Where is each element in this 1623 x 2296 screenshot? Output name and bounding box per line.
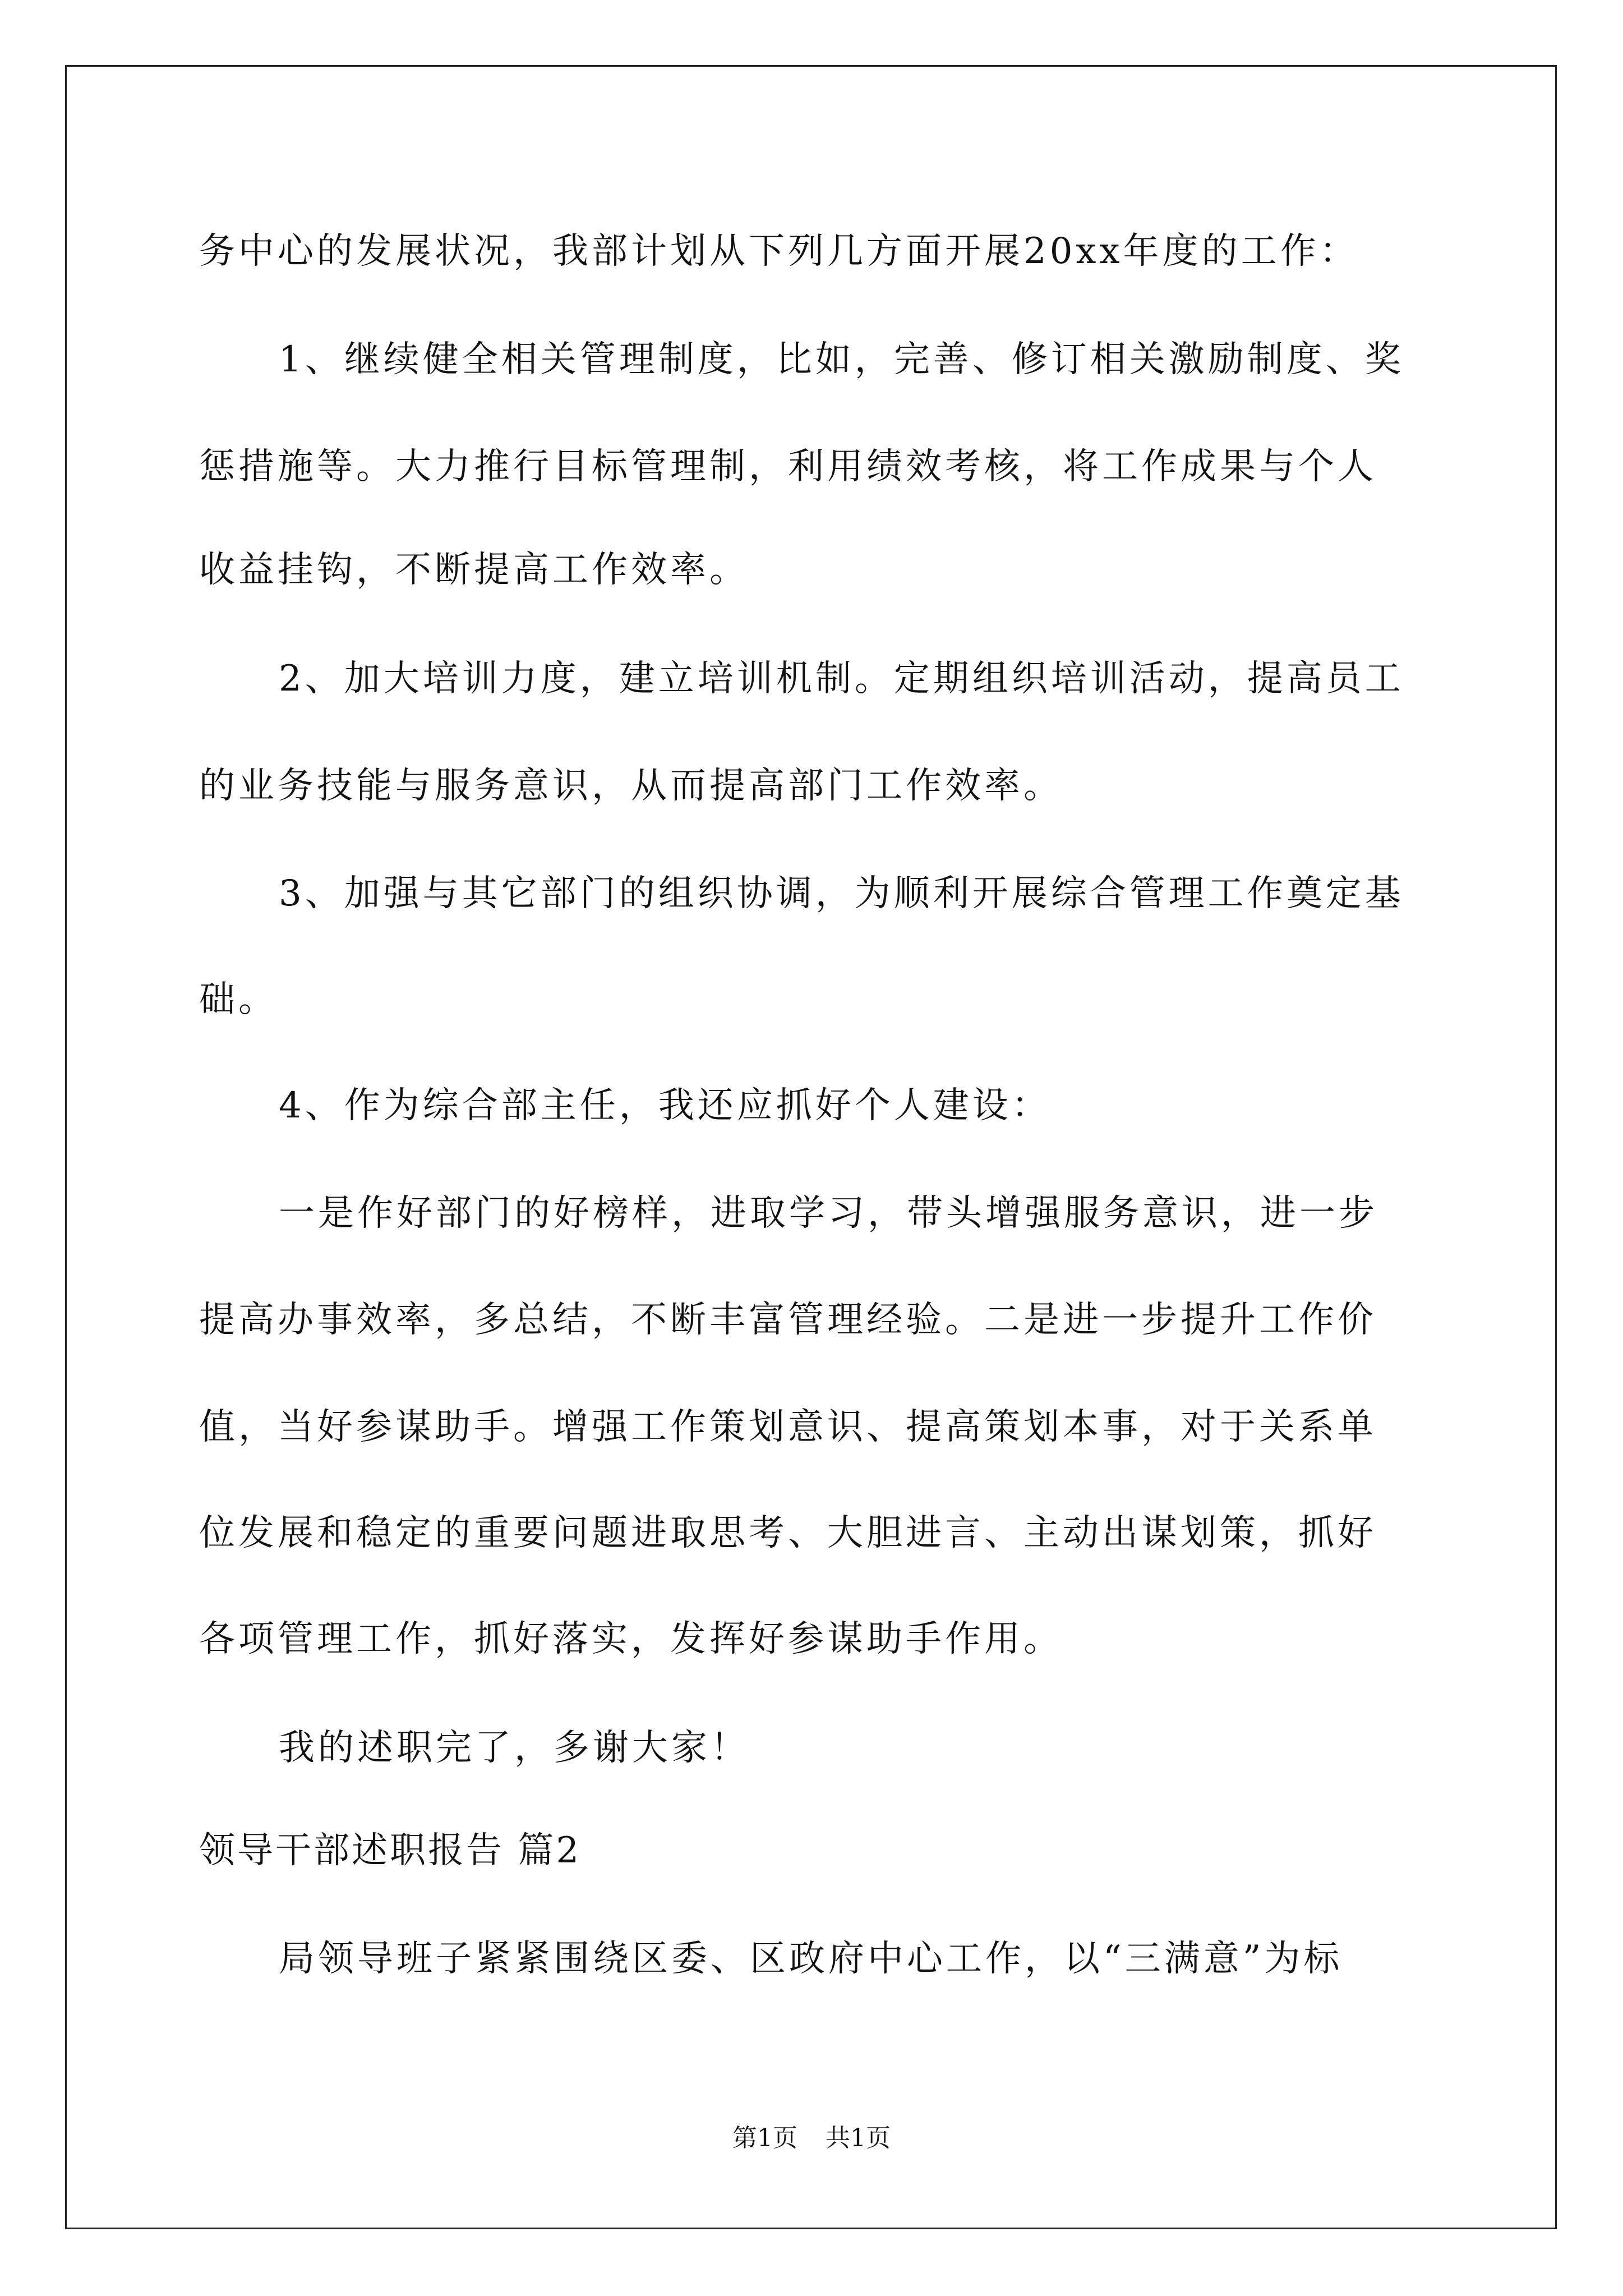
text-line-10: 一是作好部门的好榜样，进取学习，带头增强服务意识，进一步 xyxy=(279,1193,1378,1234)
text-line-2: 1、继续健全相关管理制度，比如，完善、修订相关激励制度、奖 xyxy=(279,339,1404,380)
page-total: 共1页 xyxy=(826,2124,891,2152)
section-heading: 领导干部述职报告 篇2 xyxy=(199,1830,582,1871)
page-footer xyxy=(0,2126,1623,2151)
text-line-8: 础。 xyxy=(199,979,278,1020)
page-number: 第1页 xyxy=(732,2124,797,2152)
text-line-6: 的业务技能与服务意识，从而提高部门工作效率。 xyxy=(199,765,1063,807)
text-line-15: 我的述职完了，多谢大家！ xyxy=(279,1727,750,1769)
text-line-13: 位发展和稳定的重要问题进取思考、大胆进言、主动出谋划策，抓好 xyxy=(199,1512,1377,1554)
text-line-12: 值，当好参谋助手。增强工作策划意识、提高策划本事，对于关系单 xyxy=(199,1406,1377,1448)
text-line-9: 4、作为综合部主任，我还应抓好个人建设： xyxy=(279,1085,1051,1126)
text-line-5: 2、加大培训力度，建立培训机制。定期组织培训活动，提高员工 xyxy=(279,658,1404,700)
page-border xyxy=(65,65,1557,2229)
text-line-14: 各项管理工作，抓好落实，发挥好参谋助手作用。 xyxy=(199,1618,1063,1660)
text-line-11: 提高办事效率，多总结，不断丰富管理经验。二是进一步提升工作价 xyxy=(199,1299,1377,1341)
text-line-7: 3、加强与其它部门的组织协调，为顺利开展综合管理工作奠定基 xyxy=(279,873,1404,914)
text-line-4: 收益挂钩，不断提高工作效率。 xyxy=(199,549,749,591)
text-line-17: 局领导班子紧紧围绕区委、区政府中心工作，以“三满意”为标 xyxy=(279,1938,1343,1980)
text-line-3: 惩措施等。大力推行目标管理制，利用绩效考核，将工作成果与个人 xyxy=(199,446,1377,487)
text-line-1: 务中心的发展状况，我部计划从下列几方面开展20xx年度的工作： xyxy=(199,231,1359,272)
